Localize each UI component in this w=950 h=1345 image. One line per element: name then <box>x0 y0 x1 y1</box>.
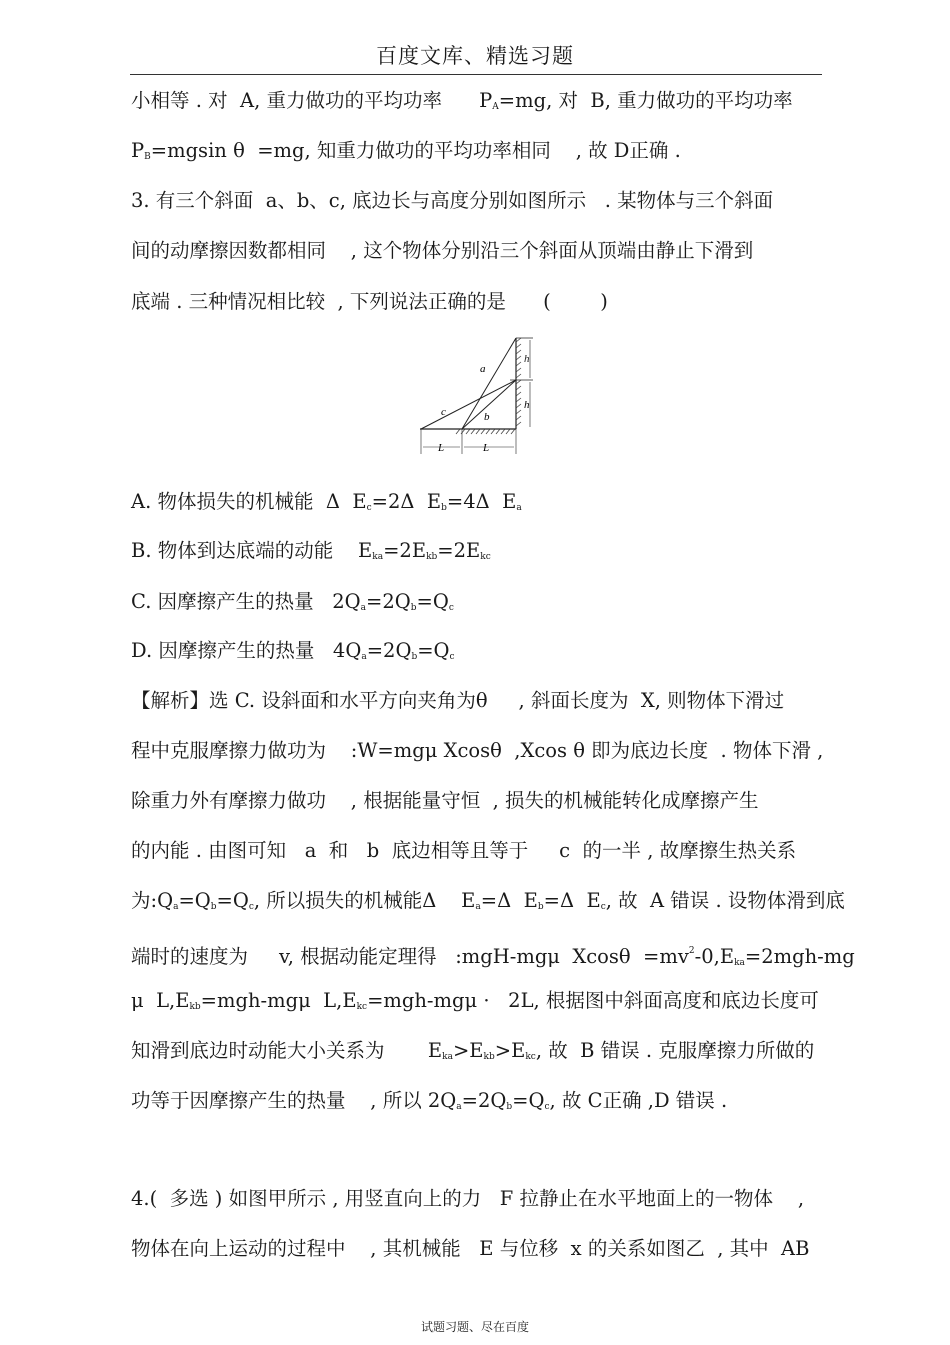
a7-c: =mgh-mgμ · 2L, 根据图中斜面高度和底边长度可 <box>367 989 819 1012</box>
a8-b: >E <box>452 1039 484 1062</box>
incline-c <box>421 380 516 429</box>
option-c-text: C. 因摩擦产生的热量 2Q <box>131 590 361 613</box>
option-d-text: D. 因摩擦产生的热量 4Q <box>131 639 362 662</box>
line1-pre: 小相等 . 对 A, 重力做功的平均功率 P <box>131 89 493 112</box>
a8-d: , 故 B 错误 . 克服摩擦力所做的 <box>535 1039 815 1062</box>
option-d-sub2: b <box>411 652 418 662</box>
a6-s1: ka <box>734 958 745 968</box>
q4-line-1: 4.( 多选 ) 如图甲所示 , 用竖直向上的力 F 拉静止在水平地面上的一物体 , <box>131 1187 805 1210</box>
q3-line-1: 3. 有三个斜面 a、b、c, 底边长与高度分别如图所示 . 某物体与三个斜面 <box>131 189 774 212</box>
a6-sup: 2 <box>688 946 695 956</box>
option-b-t2: =2E <box>437 539 481 562</box>
a5-g: , 故 A 错误 . 设物体滑到底 <box>605 889 845 912</box>
a5-s5: b <box>537 902 544 912</box>
analysis-line-6 <box>131 938 855 976</box>
a9-d: , 故 C正确 ,D 错误 . <box>549 1089 728 1112</box>
line2-sub: B <box>144 152 151 162</box>
analysis-line-8 <box>131 1038 814 1070</box>
text-line-2 <box>131 138 681 170</box>
option-c-sub2: b <box>410 603 417 613</box>
q3-line-3: 底端 . 三种情况相比较 , 下列说法正确的是 ( ) <box>131 290 608 313</box>
analysis-line-7 <box>131 988 819 1020</box>
option-a-sub2: b <box>441 503 447 513</box>
a9-b: =2Q <box>461 1089 507 1112</box>
option-b-t1: =2E <box>383 539 427 562</box>
a5-s2: b <box>210 902 217 912</box>
page-header-title: 百度文库、精选习题 <box>376 44 574 68</box>
a5-e: =Δ E <box>480 889 538 912</box>
option-a-sub3: a <box>516 503 522 513</box>
a5-s1: a <box>173 902 179 912</box>
option-d <box>131 638 455 670</box>
option-b-sub1: ka <box>372 552 384 562</box>
a7-s2: kc <box>356 1002 368 1012</box>
a9-s1: a <box>456 1102 462 1112</box>
a8-s2: kb <box>483 1052 495 1062</box>
label-l-1: L <box>438 442 445 454</box>
option-a-sub1: c <box>366 503 372 513</box>
analysis-line-1: 【解析】选 C. 设斜面和水平方向夹角为θ , 斜面长度为 X, 则物体下滑过 <box>131 689 785 712</box>
a6-c: =2mgh-mg <box>744 945 855 968</box>
option-d-t2: =Q <box>417 639 450 662</box>
a8-a: 知滑到底边时动能大小关系为 E <box>131 1039 443 1062</box>
label-a: a <box>480 363 486 375</box>
a5-b: =Q <box>178 889 211 912</box>
a7-a: μ L,E <box>131 989 190 1012</box>
label-l-2: L <box>483 442 490 454</box>
inclines-figure <box>418 332 543 462</box>
analysis-line-3: 除重力外有摩擦力做功 , 根据能量守恒 , 损失的机械能转化成摩擦产生 <box>131 789 759 812</box>
line1-sub: A <box>492 102 499 112</box>
label-h-top: h <box>524 353 530 365</box>
a5-s4: a <box>475 902 481 912</box>
ground-hatch <box>456 429 515 434</box>
option-b-text: B. 物体到达底端的动能 E <box>131 539 373 562</box>
option-b-sub2: kb <box>426 552 438 562</box>
a5-c: =Q <box>216 889 249 912</box>
a9-s2: b <box>506 1102 513 1112</box>
option-d-sub1: a <box>361 652 367 662</box>
option-a-t2: =4Δ E <box>446 490 517 513</box>
a5-s6: c <box>600 902 606 912</box>
a5-a: 为:Q <box>131 889 174 912</box>
line1-mid: =mg, 对 B, 重力做功的平均功率 <box>498 89 793 112</box>
q4-line-2: 物体在向上运动的过程中 , 其机械能 E 与位移 x 的关系如图乙 , 其中 AB <box>131 1237 810 1260</box>
analysis-line-9 <box>131 1088 727 1120</box>
text-line-1 <box>131 88 793 120</box>
option-c-t1: =2Q <box>366 590 411 613</box>
a5-d: , 所以损失的机械能Δ E <box>253 889 476 912</box>
header-divider <box>130 74 822 75</box>
label-h-bottom: h <box>524 399 530 411</box>
analysis-line-2: 程中克服摩擦力做功为 :W=mgμ Xcosθ ,Xcos θ 即为底边长度 . 物体下滑 , <box>131 739 824 762</box>
option-c-t2: =Q <box>416 590 449 613</box>
option-a <box>131 489 522 521</box>
a9-a: 功等于因摩擦产生的热量 , 所以 2Q <box>131 1089 457 1112</box>
a5-f: =Δ E <box>543 889 601 912</box>
label-c: c <box>441 406 446 418</box>
a6-a: 端时的速度为 v, 根据动能定理得 :mgH-mgμ Xcosθ =mv <box>131 945 689 968</box>
analysis-line-5 <box>131 888 845 920</box>
option-c-sub3: c <box>448 603 454 613</box>
line2-p: P <box>131 139 145 162</box>
option-b-sub3: kc <box>480 552 491 562</box>
a8-s1: ka <box>442 1052 453 1062</box>
option-b <box>131 538 491 570</box>
option-c <box>131 589 454 621</box>
wall-hatch <box>516 338 521 426</box>
a5-s3: c <box>248 902 254 912</box>
option-d-sub3: c <box>449 652 455 662</box>
analysis-line-4: 的内能 . 由图可知 a 和 b 底边相等且等于 c 的一半 , 故摩擦生热关系 <box>131 839 797 862</box>
a8-c: >E <box>494 1039 526 1062</box>
a7-s1: kb <box>189 1002 201 1012</box>
page-footer: 试题习题、尽在百度 <box>420 1320 529 1334</box>
option-a-t1: =2Δ E <box>371 490 442 513</box>
line2-rest: =mgsin θ =mg, 知重力做功的平均功率相同 , 故 D正确 . <box>150 139 681 162</box>
option-a-text: A. 物体损失的机械能 Δ E <box>131 490 367 513</box>
a8-s3: kc <box>525 1052 536 1062</box>
label-b: b <box>484 411 490 423</box>
a9-s3: c <box>544 1102 550 1112</box>
option-d-t1: =2Q <box>366 639 412 662</box>
a7-b: =mgh-mgμ L,E <box>200 989 357 1012</box>
a9-c: =Q <box>512 1089 545 1112</box>
q3-line-2: 间的动摩擦因数都相同 , 这个物体分别沿三个斜面从顶端由静止下滑到 <box>131 239 754 262</box>
option-c-sub1: a <box>360 603 366 613</box>
a6-b: -0,E <box>694 945 735 968</box>
